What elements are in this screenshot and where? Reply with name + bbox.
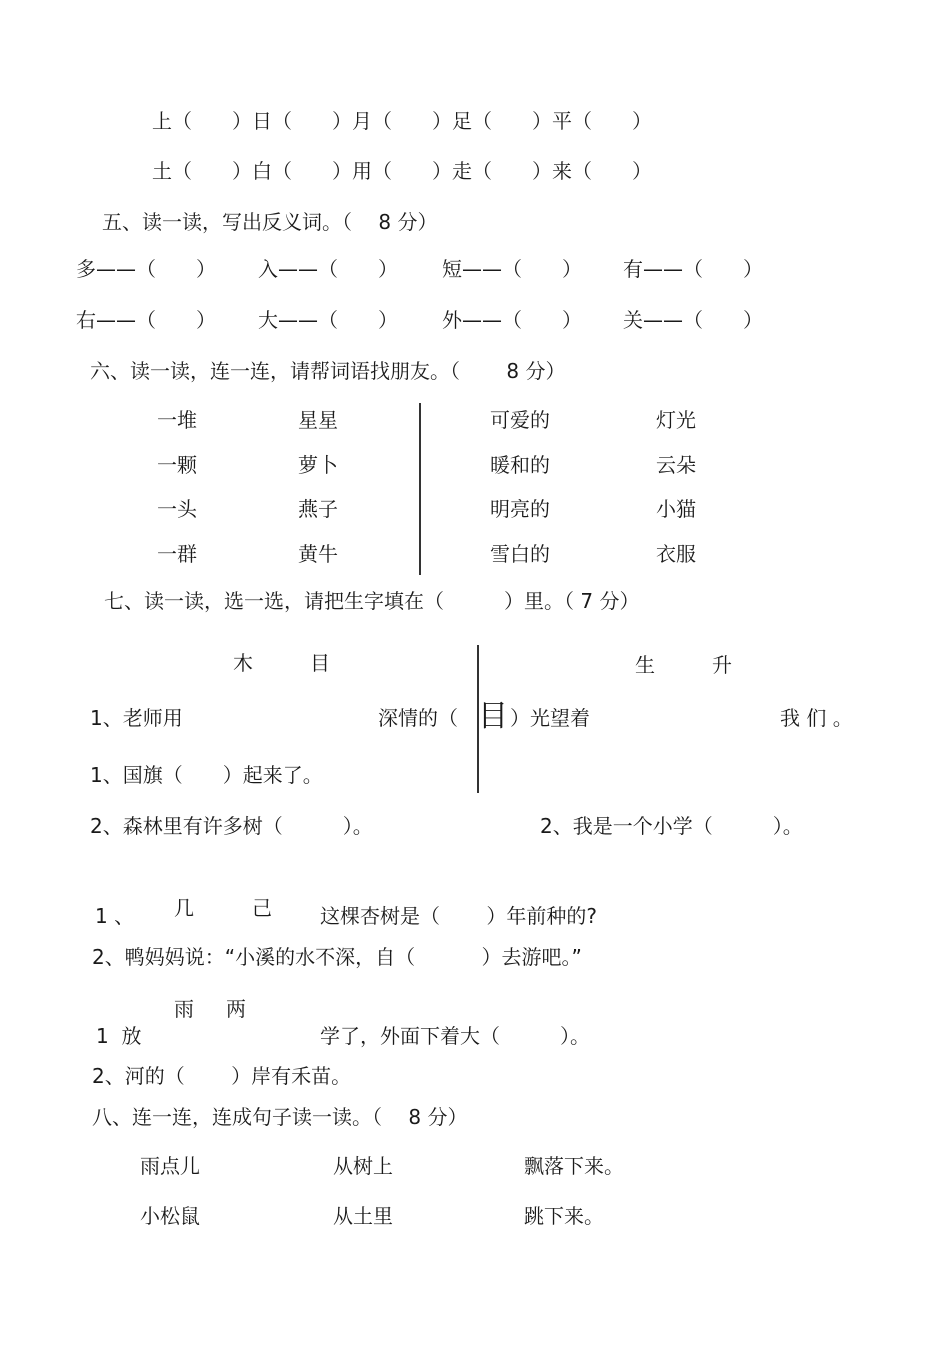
match-word: 雪白的	[490, 542, 550, 566]
antonym-item: 大——（ ）	[258, 308, 398, 332]
choice-char: 生	[635, 653, 655, 677]
match-word: 云朵	[656, 453, 696, 477]
question-1-answer-char: 目	[478, 699, 508, 734]
question-3b: 2、鸭妈妈说：“小溪的水不深，自（ ）去游吧。”	[92, 945, 582, 969]
question-1b: 1、国旗（ ）起来了。	[90, 763, 323, 787]
antonym-item: 关——（ ）	[623, 308, 763, 332]
match-word: 星星	[298, 408, 338, 432]
match-word: 一颗	[157, 453, 197, 477]
section-6-title: 六、读一读，连一连，请帮词语找朋友。（ 8 分）	[90, 359, 566, 383]
question-1-end: ）光望着	[510, 706, 590, 730]
sentence-part: 飘落下来。	[524, 1154, 624, 1178]
antonym-item: 外——（ ）	[442, 308, 582, 332]
sentence-part: 从树上	[333, 1154, 393, 1178]
match-word: 小猫	[656, 497, 696, 521]
choice-char: 雨	[174, 997, 194, 1021]
section-5-title: 五、读一读，写出反义词。（ 8 分）	[102, 210, 438, 234]
antonym-item: 有——（ ）	[623, 257, 763, 281]
match-word: 萝卜	[298, 453, 338, 477]
question-4b: 2、河的（ ）岸有禾苗。	[92, 1064, 352, 1088]
question-2b: 2、我是一个小学（ ）。	[540, 814, 803, 838]
antonym-item: 右——（ ）	[76, 308, 216, 332]
match-word: 暖和的	[490, 453, 550, 477]
section-6-divider	[419, 403, 421, 575]
question-1-tail: 我 们 。	[780, 706, 853, 730]
match-word: 衣服	[656, 542, 696, 566]
question-3: 这棵杏树是（ ）年前种的?	[320, 904, 597, 928]
antonym-item: 入——（ ）	[258, 257, 398, 281]
match-word: 一群	[157, 542, 197, 566]
antonym-item: 多——（ ）	[76, 257, 216, 281]
sentence-part: 跳下来。	[524, 1204, 604, 1228]
section-7-title: 七、读一读，选一选，请把生字填在（ ）里。（ 7 分）	[104, 589, 640, 613]
sentence-part: 小松鼠	[140, 1204, 200, 1228]
match-word: 一堆	[157, 408, 197, 432]
antonym-item: 短——（ ）	[442, 257, 582, 281]
question-1-start: 1、老师用	[90, 706, 183, 730]
sentence-part: 从土里	[333, 1204, 393, 1228]
sentence-part: 雨点儿	[140, 1154, 200, 1178]
match-word: 明亮的	[490, 497, 550, 521]
match-word: 灯光	[656, 408, 696, 432]
char-row-1: 上（ ）日（ ）月（ ）足（ ）平（ ）	[152, 109, 652, 133]
match-word: 一头	[157, 497, 197, 521]
question-3-number: 1 、	[95, 904, 135, 928]
question-4: 学了，外面下着大（ ）。	[320, 1024, 590, 1048]
char-row-2: 土（ ）白（ ）用（ ）走（ ）来（ ）	[152, 159, 652, 183]
choice-char: 两	[226, 997, 246, 1021]
match-word: 可爱的	[490, 408, 550, 432]
match-word: 燕子	[298, 497, 338, 521]
section-8-title: 八、连一连，连成句子读一读。（ 8 分）	[92, 1105, 468, 1129]
choice-char: 木	[233, 651, 253, 675]
choice-char: 己	[252, 896, 272, 920]
match-word: 黄牛	[298, 542, 338, 566]
choice-char: 升	[712, 653, 732, 677]
question-2a: 2、森林里有许多树（ ）。	[90, 814, 373, 838]
question-4-number: 1 放	[96, 1024, 142, 1048]
choice-char: 几	[174, 896, 194, 920]
choice-char: 目	[310, 651, 330, 675]
question-1-middle: 深情的（	[378, 706, 458, 730]
